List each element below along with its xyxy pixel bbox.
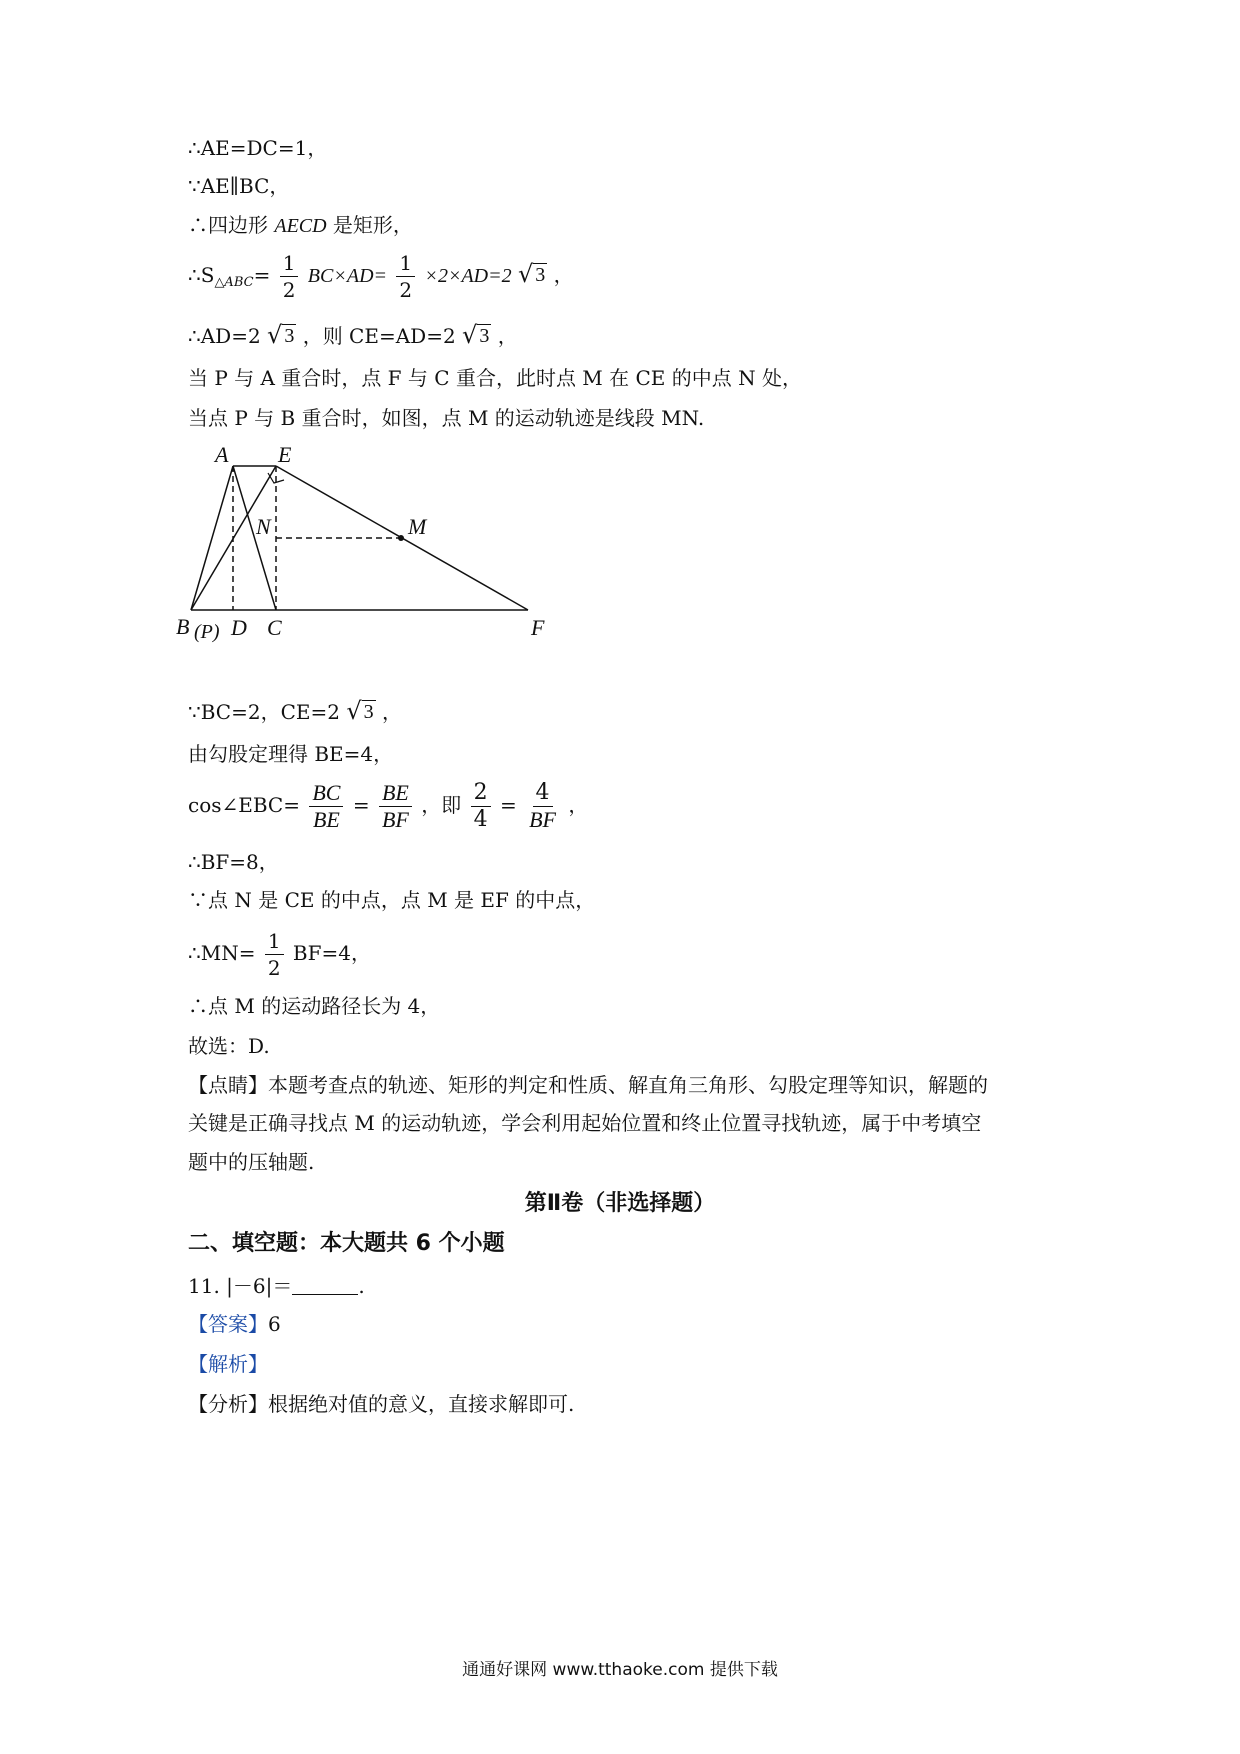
line-area-formula: $\therefore S_{\triangle ABC}=$ $\frac{1}{2}$ BC×AD= $\frac{1}{2}$ ×2×AD=2 √ 3 ， (188, 251, 574, 302)
fraction-4-bf: $\frac{4}{BF}$ (529, 780, 556, 832)
line-path-length: ∴点 M 的运动路径长为 4， (188, 994, 441, 1018)
fraction-be-bf: $\frac{BE}{BF}$ (379, 780, 412, 833)
question-11: 11. |－6|＝ . (188, 1274, 365, 1298)
line-ae-dc: ∴AE=DC=1， (188, 136, 328, 160)
label-b: B (176, 614, 190, 639)
sqrt-3: √ 3 (267, 321, 295, 349)
geometry-figure (176, 438, 608, 653)
point-m (398, 535, 404, 541)
fraction-2-4: $\frac{2}{4}$ (471, 780, 491, 833)
line-ad-ce: ∴AD=2 √ 3 ，则 CE=AD=2 √ 3 ， (188, 321, 518, 349)
analysis-label: 【解析】 (188, 1352, 268, 1376)
part-title: 二、填空题：本大题共 6 个小题 (188, 1231, 505, 1256)
fenxi-line (188, 1390, 574, 1418)
fenxi-text: 根据绝对值的意义，直接求解即可. (268, 1392, 575, 1416)
fenxi-label: 【分析】 (188, 1392, 268, 1416)
line-comment-1: 【点睛】本题考查点的轨迹、矩形的判定和性质、解直角三角形、勾股定理等知识，解题的 (188, 1073, 988, 1097)
fraction-half: $\frac{1}{2}$ (280, 250, 299, 303)
label-a: A (215, 442, 229, 467)
label-f: F (531, 615, 545, 640)
label-e: E (278, 442, 292, 467)
label-d: D (231, 615, 247, 640)
label-m: M (408, 514, 427, 539)
answer-blank (292, 1276, 358, 1295)
line-bf: ∴BF=8， (188, 850, 279, 874)
line-comment-2: 关键是正确寻找点 M 的运动轨迹，学会利用起始位置和终止位置寻找轨迹，属于中考填空 (188, 1111, 982, 1135)
line-bc-ce: ∵BC=2，CE=2 √ 3 ， (188, 697, 402, 725)
sqrt-3: √ 3 (462, 321, 490, 349)
sqrt-3: √ 3 (346, 697, 374, 725)
fraction-half: $\frac{1}{2}$ (396, 250, 415, 303)
analysis-line (188, 1350, 268, 1378)
sqrt-3: √ 3 (517, 260, 546, 288)
line-p-a-coincide: 当 P 与 A 重合时，点 F 与 C 重合，此时点 M 在 CE 的中点 N 处， (188, 366, 802, 390)
line-p-b-coincide: 当点 P 与 B 重合时，如图，点 M 的运动轨迹是线段 MN. (188, 406, 705, 430)
answer-line (188, 1310, 281, 1338)
line-cos-ebc: cos∠EBC= $\frac{BC}{BE}$ = $\frac{BE}{BF}$ ，即 $\frac{2}{4}$ = $\frac{4}{BF}$ ， (188, 780, 589, 832)
line-midpoints: ∵点 N 是 CE 的中点，点 M 是 EF 的中点， (188, 888, 596, 912)
line-ae-parallel-bc: ∵AE∥BC， (188, 174, 290, 198)
label-c: C (267, 615, 282, 640)
line-comment-3: 题中的压轴题. (188, 1150, 315, 1174)
label-n: N (256, 514, 271, 539)
line-pythagoras: 由勾股定理得 BE=4， (188, 742, 394, 766)
section-title: 第Ⅱ卷（非选择题） (524, 1191, 716, 1216)
line-mn: ∴MN= $\frac{1}{2}$ BF=4， (188, 929, 371, 980)
answer-label: 【答案】 (188, 1312, 268, 1336)
answer-value: 6 (268, 1312, 281, 1336)
line-rectangle: ∴四边形 AECD 是矩形， (188, 213, 413, 237)
label-p: (P) (194, 621, 220, 643)
fraction-half: $\frac{1}{2}$ (265, 928, 284, 981)
line-choice: 故选：D. (188, 1034, 270, 1058)
fraction-bc-be: $\frac{BC}{BE}$ (309, 780, 343, 833)
footer-credit: 通通好课网 www.tthaoke.com 提供下载 (462, 1660, 778, 1680)
